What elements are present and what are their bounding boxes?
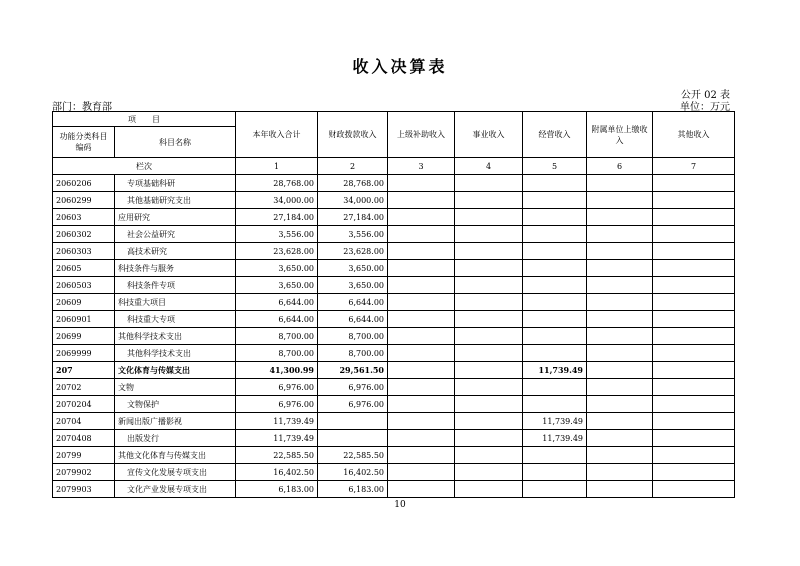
row-value-col-4 xyxy=(455,430,523,447)
row-value-col-7 xyxy=(653,379,735,396)
row-value-col-6 xyxy=(587,328,653,345)
row-subject-name: 社会公益研究 xyxy=(115,226,236,243)
page-number: 10 xyxy=(394,500,406,510)
row-code: 2069999 xyxy=(53,345,115,362)
table-row xyxy=(53,260,735,277)
row-value-col-7 xyxy=(653,243,735,260)
row-value-col-5: 11,739.49 xyxy=(523,430,587,447)
row-value-col-3 xyxy=(388,175,455,192)
row-value-col-1: 16,402.50 xyxy=(236,464,318,481)
row-value-col-2: 6,644.00 xyxy=(318,311,388,328)
row-value-col-4 xyxy=(455,413,523,430)
row-value-col-5 xyxy=(523,175,587,192)
row-value-col-7 xyxy=(653,396,735,413)
row-value-col-4 xyxy=(455,226,523,243)
table-row xyxy=(53,294,735,311)
row-value-col-2: 3,556.00 xyxy=(318,226,388,243)
row-value-col-3 xyxy=(388,464,455,481)
table-row xyxy=(53,311,735,328)
row-value-col-4 xyxy=(455,277,523,294)
row-value-col-6 xyxy=(587,175,653,192)
row-value-col-7 xyxy=(653,430,735,447)
row-value-col-6 xyxy=(587,243,653,260)
row-value-col-1: 41,300.99 xyxy=(236,362,318,379)
row-code: 2070204 xyxy=(53,396,115,413)
row-value-col-4 xyxy=(455,447,523,464)
row-value-col-2: 27,184.00 xyxy=(318,209,388,226)
form-tag: 公开 02 表 xyxy=(680,90,730,101)
row-value-col-1: 6,644.00 xyxy=(236,311,318,328)
row-subject-name: 宣传文化发展专项支出 xyxy=(115,464,236,481)
table-row xyxy=(53,175,735,192)
row-value-col-2: 8,700.00 xyxy=(318,345,388,362)
header-row-label: 栏次 xyxy=(53,158,236,175)
row-subject-name: 应用研究 xyxy=(115,209,236,226)
row-value-col-4 xyxy=(455,260,523,277)
row-value-col-3 xyxy=(388,260,455,277)
row-code: 20603 xyxy=(53,209,115,226)
page-title: 收入决算表 xyxy=(352,57,448,76)
row-code: 20702 xyxy=(53,379,115,396)
row-value-col-7 xyxy=(653,464,735,481)
row-value-col-3 xyxy=(388,243,455,260)
row-code: 20605 xyxy=(53,260,115,277)
table-row xyxy=(53,226,735,243)
row-value-col-4 xyxy=(455,396,523,413)
table-row xyxy=(53,481,735,498)
row-value-col-1: 8,700.00 xyxy=(236,328,318,345)
header-col-6: 附属单位上缴收入 xyxy=(587,112,653,158)
row-value-col-4 xyxy=(455,345,523,362)
table-row xyxy=(53,209,735,226)
header-func-code: 功能分类科目编码 xyxy=(53,127,115,158)
row-value-col-5 xyxy=(523,294,587,311)
row-value-col-2: 28,768.00 xyxy=(318,175,388,192)
row-value-col-7 xyxy=(653,481,735,498)
row-subject-name: 出版发行 xyxy=(115,430,236,447)
header-col-5: 经营收入 xyxy=(523,112,587,158)
row-code: 2060901 xyxy=(53,311,115,328)
row-value-col-6 xyxy=(587,481,653,498)
table-row xyxy=(53,277,735,294)
row-subject-name: 新闻出版广播影视 xyxy=(115,413,236,430)
row-code: 2060302 xyxy=(53,226,115,243)
row-value-col-5 xyxy=(523,243,587,260)
row-value-col-1: 3,556.00 xyxy=(236,226,318,243)
header-col-7: 其他收入 xyxy=(653,112,735,158)
row-value-col-4 xyxy=(455,379,523,396)
row-code: 2060299 xyxy=(53,192,115,209)
row-subject-name: 其他文化体育与传媒支出 xyxy=(115,447,236,464)
row-value-col-3 xyxy=(388,413,455,430)
row-value-col-6 xyxy=(587,294,653,311)
header-subject-name: 科目名称 xyxy=(115,127,236,158)
row-value-col-5 xyxy=(523,226,587,243)
row-code: 2060303 xyxy=(53,243,115,260)
col-num-4: 4 xyxy=(455,158,523,175)
row-value-col-5 xyxy=(523,345,587,362)
row-value-col-2: 23,628.00 xyxy=(318,243,388,260)
row-value-col-5: 11,739.49 xyxy=(523,413,587,430)
row-value-col-2: 3,650.00 xyxy=(318,277,388,294)
row-value-col-6 xyxy=(587,362,653,379)
row-value-col-7 xyxy=(653,311,735,328)
row-subject-name: 文化体育与传媒支出 xyxy=(115,362,236,379)
row-value-col-5 xyxy=(523,379,587,396)
row-value-col-5 xyxy=(523,209,587,226)
table-row xyxy=(53,192,735,209)
row-value-col-2: 16,402.50 xyxy=(318,464,388,481)
row-value-col-5 xyxy=(523,396,587,413)
row-value-col-1: 27,184.00 xyxy=(236,209,318,226)
row-value-col-2: 34,000.00 xyxy=(318,192,388,209)
row-value-col-2: 8,700.00 xyxy=(318,328,388,345)
row-value-col-3 xyxy=(388,447,455,464)
unit-label: 单位：万元 xyxy=(680,102,730,113)
table-body xyxy=(53,175,735,498)
row-value-col-3 xyxy=(388,345,455,362)
header-col-3: 上级补助收入 xyxy=(388,112,455,158)
header-col-2: 财政拨款收入 xyxy=(318,112,388,158)
row-value-col-4 xyxy=(455,464,523,481)
row-value-col-7 xyxy=(653,294,735,311)
header-col-4: 事业收入 xyxy=(455,112,523,158)
row-subject-name: 文化产业发展专项支出 xyxy=(115,481,236,498)
row-value-col-1: 8,700.00 xyxy=(236,345,318,362)
row-value-col-5: 11,739.49 xyxy=(523,362,587,379)
row-value-col-3 xyxy=(388,192,455,209)
row-value-col-5 xyxy=(523,311,587,328)
row-value-col-6 xyxy=(587,260,653,277)
row-subject-name: 科技条件专项 xyxy=(115,277,236,294)
row-value-col-6 xyxy=(587,430,653,447)
income-table xyxy=(52,111,735,498)
row-value-col-5 xyxy=(523,192,587,209)
row-value-col-7 xyxy=(653,175,735,192)
row-value-col-1: 6,183.00 xyxy=(236,481,318,498)
row-value-col-4 xyxy=(455,328,523,345)
table-row xyxy=(53,243,735,260)
row-value-col-1: 6,644.00 xyxy=(236,294,318,311)
table-row xyxy=(53,430,735,447)
row-value-col-7 xyxy=(653,277,735,294)
row-value-col-3 xyxy=(388,396,455,413)
row-value-col-4 xyxy=(455,209,523,226)
table-row xyxy=(53,413,735,430)
row-value-col-3 xyxy=(388,209,455,226)
row-value-col-6 xyxy=(587,345,653,362)
row-value-col-6 xyxy=(587,226,653,243)
row-value-col-2: 29,561.50 xyxy=(318,362,388,379)
row-value-col-5 xyxy=(523,464,587,481)
table-row xyxy=(53,345,735,362)
col-num-1: 1 xyxy=(236,158,318,175)
table-row xyxy=(53,447,735,464)
row-value-col-3 xyxy=(388,226,455,243)
row-value-col-3 xyxy=(388,379,455,396)
row-subject-name: 科技条件与服务 xyxy=(115,260,236,277)
row-subject-name: 科技重大专项 xyxy=(115,311,236,328)
row-value-col-1: 11,739.49 xyxy=(236,413,318,430)
row-value-col-7 xyxy=(653,260,735,277)
row-value-col-4 xyxy=(455,311,523,328)
table-row xyxy=(53,464,735,481)
row-value-col-4 xyxy=(455,294,523,311)
row-value-col-6 xyxy=(587,277,653,294)
row-value-col-1: 3,650.00 xyxy=(236,277,318,294)
row-code: 2079903 xyxy=(53,481,115,498)
row-value-col-6 xyxy=(587,379,653,396)
row-code: 2060206 xyxy=(53,175,115,192)
row-value-col-2: 22,585.50 xyxy=(318,447,388,464)
row-subject-name: 其他科学技术支出 xyxy=(115,345,236,362)
row-value-col-2: 6,183.00 xyxy=(318,481,388,498)
row-value-col-1: 3,650.00 xyxy=(236,260,318,277)
row-value-col-7 xyxy=(653,226,735,243)
row-value-col-7 xyxy=(653,209,735,226)
row-value-col-6 xyxy=(587,311,653,328)
row-value-col-2: 6,976.00 xyxy=(318,396,388,413)
row-code: 207 xyxy=(53,362,115,379)
header-project: 项 目 xyxy=(53,112,236,127)
row-code: 2060503 xyxy=(53,277,115,294)
row-value-col-4 xyxy=(455,243,523,260)
row-value-col-3 xyxy=(388,311,455,328)
row-subject-name: 其他科学技术支出 xyxy=(115,328,236,345)
row-subject-name: 专项基础科研 xyxy=(115,175,236,192)
row-subject-name: 高技术研究 xyxy=(115,243,236,260)
row-value-col-7 xyxy=(653,345,735,362)
row-value-col-6 xyxy=(587,209,653,226)
table-row xyxy=(53,379,735,396)
row-code: 20609 xyxy=(53,294,115,311)
row-subject-name: 其他基础研究支出 xyxy=(115,192,236,209)
row-value-col-6 xyxy=(587,413,653,430)
row-value-col-1: 6,976.00 xyxy=(236,396,318,413)
row-subject-name: 文物保护 xyxy=(115,396,236,413)
col-num-2: 2 xyxy=(318,158,388,175)
row-code: 20704 xyxy=(53,413,115,430)
row-value-col-7 xyxy=(653,447,735,464)
row-value-col-3 xyxy=(388,430,455,447)
row-code: 2079902 xyxy=(53,464,115,481)
row-value-col-5 xyxy=(523,260,587,277)
row-value-col-2 xyxy=(318,430,388,447)
row-value-col-5 xyxy=(523,481,587,498)
row-value-col-4 xyxy=(455,175,523,192)
table-row xyxy=(53,396,735,413)
row-value-col-1: 34,000.00 xyxy=(236,192,318,209)
row-value-col-5 xyxy=(523,447,587,464)
col-num-7: 7 xyxy=(653,158,735,175)
row-value-col-2 xyxy=(318,413,388,430)
row-value-col-6 xyxy=(587,464,653,481)
row-value-col-2: 6,976.00 xyxy=(318,379,388,396)
row-value-col-4 xyxy=(455,362,523,379)
row-value-col-5 xyxy=(523,328,587,345)
row-value-col-6 xyxy=(587,396,653,413)
row-value-col-5 xyxy=(523,277,587,294)
row-value-col-7 xyxy=(653,328,735,345)
row-value-col-1: 23,628.00 xyxy=(236,243,318,260)
row-value-col-1: 22,585.50 xyxy=(236,447,318,464)
row-value-col-6 xyxy=(587,447,653,464)
row-value-col-2: 3,650.00 xyxy=(318,260,388,277)
row-value-col-3 xyxy=(388,481,455,498)
row-value-col-3 xyxy=(388,277,455,294)
table-row xyxy=(53,328,735,345)
row-value-col-2: 6,644.00 xyxy=(318,294,388,311)
header-col-1: 本年收入合计 xyxy=(236,112,318,158)
col-num-3: 3 xyxy=(388,158,455,175)
row-value-col-3 xyxy=(388,362,455,379)
row-value-col-7 xyxy=(653,192,735,209)
col-num-6: 6 xyxy=(587,158,653,175)
department-label: 部门：教育部 xyxy=(52,102,112,113)
col-num-5: 5 xyxy=(523,158,587,175)
row-code: 20699 xyxy=(53,328,115,345)
row-value-col-6 xyxy=(587,192,653,209)
row-subject-name: 科技重大项目 xyxy=(115,294,236,311)
row-value-col-7 xyxy=(653,362,735,379)
table-row xyxy=(53,362,735,379)
row-value-col-7 xyxy=(653,413,735,430)
row-code: 20799 xyxy=(53,447,115,464)
row-subject-name: 文物 xyxy=(115,379,236,396)
row-value-col-1: 6,976.00 xyxy=(236,379,318,396)
row-value-col-4 xyxy=(455,481,523,498)
row-value-col-1: 11,739.49 xyxy=(236,430,318,447)
row-value-col-3 xyxy=(388,328,455,345)
row-value-col-3 xyxy=(388,294,455,311)
row-value-col-4 xyxy=(455,192,523,209)
row-value-col-1: 28,768.00 xyxy=(236,175,318,192)
row-code: 2070408 xyxy=(53,430,115,447)
